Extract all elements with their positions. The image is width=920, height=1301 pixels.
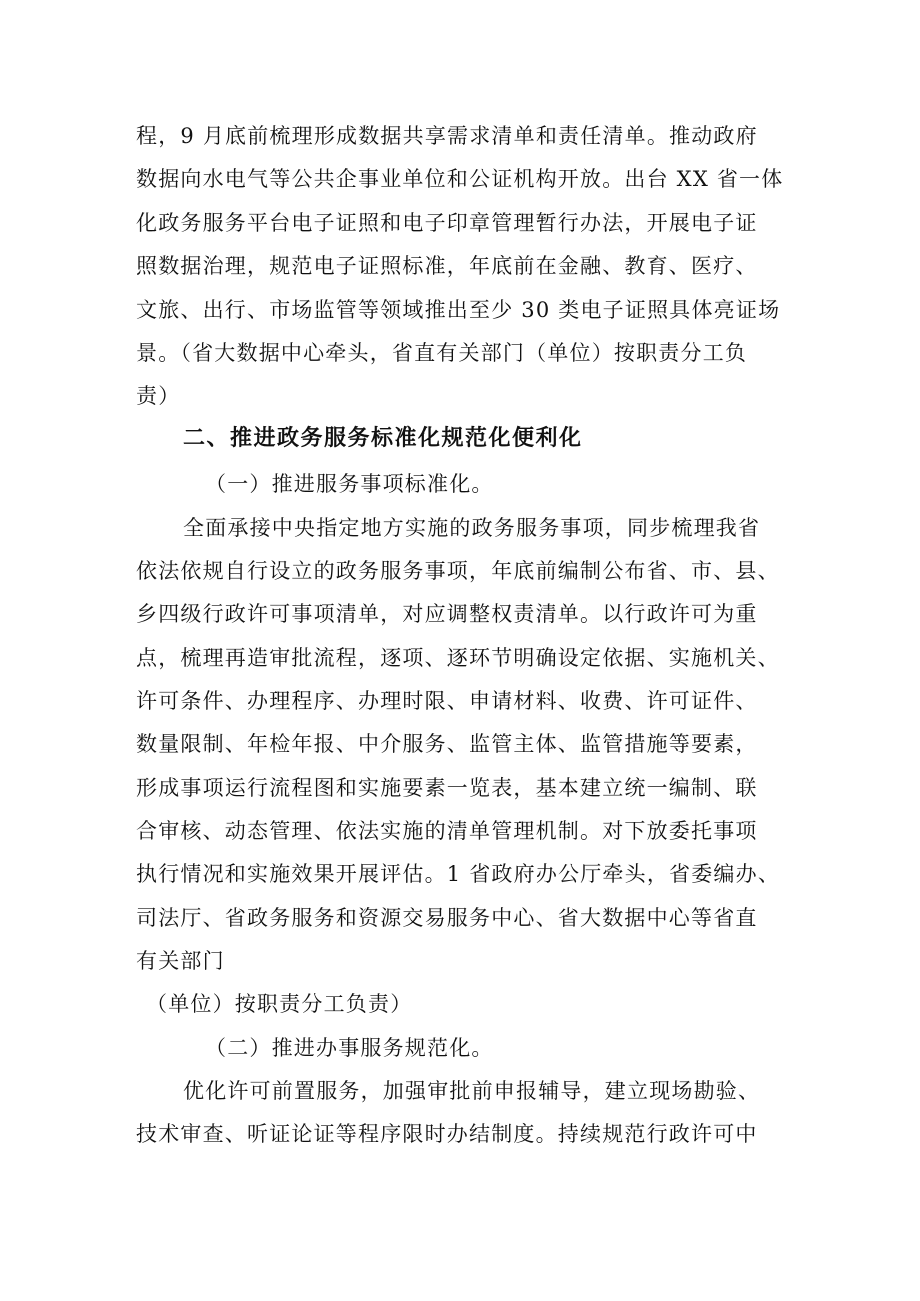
paragraph-line: 依法依规自行设立的政务服务事项，年底前编制公布省、市、县、 [136,559,780,583]
paragraph-line: 数据向水电气等公共企事业单位和公证机构开放。出台 XX 省一体 [136,167,784,191]
paragraph-line: 合审核、动态管理、依法实施的清单管理机制。对下放委托事项 [136,819,758,843]
paragraph-line: 数量限制、年检年报、中介服务、监管主体、监管措施等要素， [136,732,758,756]
paragraph-line: 全面承接中央指定地方实施的政务服务事项，同步梳理我省 [183,516,761,540]
paragraph-line: 执行情况和实施效果开展评估。1 省政府办公厅牵头，省委编办、 [136,862,781,886]
paragraph-line: 责） [136,384,181,408]
paragraph-line: 文旅、出行、市场监管等领域推出至少 30 类电子证照具体亮证场 [136,298,781,322]
section-heading: 二、推进政务服务标准化规范化便利化 [183,426,583,451]
subsection-heading: （一）推进服务事项标准化。 [205,472,494,496]
paragraph-line: 司法厅、省政务服务和资源交易服务中心、省大数据中心等省直 [136,906,758,930]
paragraph-line: 程，9 月底前梳理形成数据共享需求清单和责任清单。推动政府 [136,124,758,148]
paragraph-line: 优化许可前置服务，加强审批前申报辅导，建立现场勘验、 [183,1079,761,1103]
paragraph-line: 乡四级行政许可事项清单，对应调整权责清单。以行政许可为重 [136,602,758,626]
paragraph-line: 许可条件、办理程序、办理时限、申请材料、收费、许可证件、 [136,689,758,713]
paragraph-line: 技术审查、听证论证等程序限时办结制度。持续规范行政许可中 [136,1122,758,1146]
paragraph-line: （单位）按职责分工负责） [146,992,413,1016]
paragraph-line: 形成事项运行流程图和实施要素一览表，基本建立统一编制、联 [136,776,758,800]
subsection-heading: （二）推进办事服务规范化。 [205,1036,494,1060]
paragraph-line: 有关部门 [136,949,225,973]
paragraph-line: 点，梳理再造审批流程，逐项、逐环节明确设定依据、实施机关、 [136,646,780,670]
paragraph-line: 照数据治理，规范电子证照标准，年底前在金融、教育、医疗、 [136,254,758,278]
paragraph-line: 化政务服务平台电子证照和电子印章管理暂行办法，开展电子证 [136,211,758,235]
paragraph-line: 景。（省大数据中心牵头，省直有关部门（单位）按职责分工负 [136,341,748,365]
